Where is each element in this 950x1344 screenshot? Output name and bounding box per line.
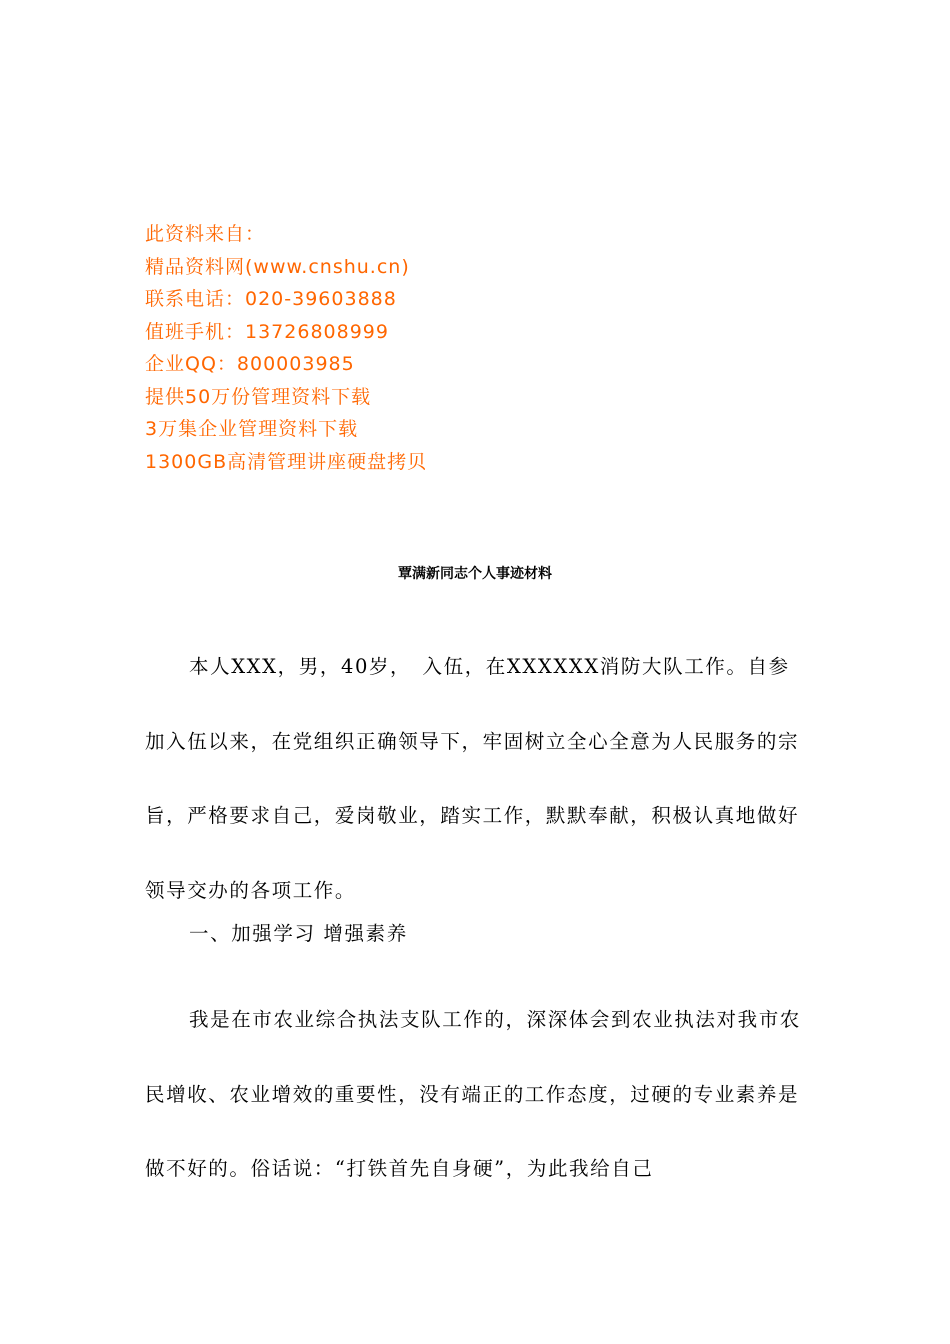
ad-line-offer-videos: 3万集企业管理资料下载 <box>145 418 359 440</box>
ad-line-mobile: 值班手机：13726808999 <box>145 320 389 343</box>
document-title: 覃满新同志个人事迹材料 <box>398 566 552 582</box>
ad-line-website: 精品资料网(www.cnshu.cn) <box>145 255 410 278</box>
section-heading-study: 一、加强学习 增强素养 <box>189 922 408 945</box>
body-paragraph-intro: 本人XXX，男，40岁， 入伍，在XXXXXX消防大队工作。自参加入伍以来，在党组织正确领导下，牢固树立全心全意为人民服务的宗旨，严格要求自己，爱岗敬业，踏实工作，默默奉献，积极认真地做好领导交办的各项工作。 <box>145 655 800 902</box>
body-paragraph-study: 我是在市农业综合执法支队工作的，深深体会到农业执法对我市农民增收、农业增效的重要性，没有端正的工作态度，过硬的专业素养是做不好的。俗话说：“打铁首先自身硬”，为此我给自己 <box>145 1008 801 1180</box>
ad-line-source: 此资料来自： <box>145 223 266 245</box>
ad-line-phone: 联系电话：020-39603888 <box>145 288 397 310</box>
source-advertisement <box>145 218 427 478</box>
ad-line-qq: 企业QQ：800003985 <box>145 353 355 375</box>
ad-line-offer-lectures: 1300GB高清管理讲座硬盘拷贝 <box>145 450 428 473</box>
ad-line-offer-documents: 提供50万份管理资料下载 <box>145 385 372 408</box>
